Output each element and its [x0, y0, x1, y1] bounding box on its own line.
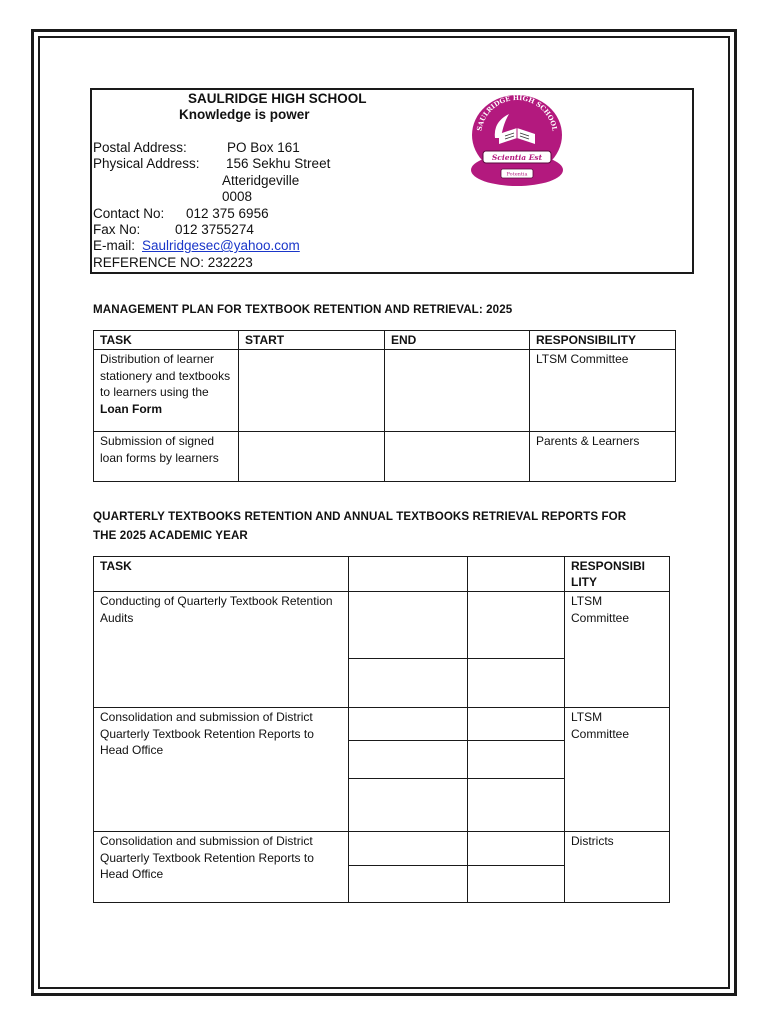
postal-label: Postal Address: [93, 140, 187, 155]
crest-arc-text: SAULRIDGE HIGH SCHOOL [475, 93, 559, 132]
fax-value: 012 3755274 [175, 222, 254, 237]
reports-responsibility-cell: Districts [565, 832, 670, 903]
reports-header-task: TASK [94, 557, 349, 592]
reports-empty-cell [349, 832, 468, 866]
reports-empty-cell [349, 659, 468, 708]
physical-line1: 156 Sekhu Street [226, 156, 331, 171]
reports-empty-cell [349, 708, 468, 741]
reference-number: REFERENCE NO: 232223 [93, 255, 253, 270]
reports-heading-line2: THE 2025 ACADEMIC YEAR [93, 529, 248, 542]
plan-header-responsibility: RESPONSIBILITY [530, 331, 676, 350]
reports-table [93, 556, 670, 903]
reports-header-col2 [349, 557, 468, 592]
reports-empty-cell [468, 832, 565, 866]
plan-task-text: Distribution of learner stationery and textbooks to learners using the [100, 352, 231, 400]
reports-empty-cell [349, 741, 468, 779]
plan-start-cell [239, 432, 385, 482]
plan-responsibility-cell: LTSM Committee [530, 350, 676, 432]
plan-task-bold: Loan Form [100, 401, 162, 416]
table-row [94, 432, 676, 482]
email-label: E-mail: [93, 238, 136, 253]
plan-header-end: END [385, 331, 530, 350]
reports-empty-cell [468, 708, 565, 741]
reports-header-col3 [468, 557, 565, 592]
physical-line3: 0008 [222, 189, 253, 204]
reports-responsibility-cell: LTSM Committee [565, 592, 670, 708]
plan-end-cell [385, 350, 530, 432]
plan-table [93, 330, 676, 482]
plan-task-cell [94, 350, 239, 432]
reports-heading-line1: QUARTERLY TEXTBOOKS RETENTION AND ANNUAL TEXTBOOKS RETRIEVAL REPORTS FOR [93, 510, 627, 523]
physical-label: Physical Address: [93, 156, 200, 171]
reports-empty-cell [468, 592, 565, 659]
physical-line2: Atteridgeville [222, 173, 300, 188]
reports-task-cell: Consolidation and submission of District Quarterly Textbook Retention Reports to Head Office [94, 708, 349, 832]
table-row [94, 708, 670, 741]
reports-header-resp-line1: RESPONSIBI [571, 559, 646, 573]
contact-value: 012 375 6956 [186, 206, 269, 221]
plan-header-start: START [239, 331, 385, 350]
reports-empty-cell [349, 779, 468, 832]
table-row [94, 592, 670, 659]
reports-empty-cell [468, 659, 565, 708]
reports-header-row [94, 557, 670, 592]
school-crest-logo [465, 92, 569, 188]
postal-value: PO Box 161 [227, 140, 300, 155]
plan-task-cell: Submission of signed loan forms by learners [94, 432, 239, 482]
email-link[interactable]: Saulridgesec@yahoo.com [142, 238, 300, 253]
plan-header-task: TASK [94, 331, 239, 350]
fax-label: Fax No: [93, 222, 141, 237]
reports-empty-cell [468, 866, 565, 903]
crest-small-text: Potentia [506, 171, 528, 178]
plan-header-row [94, 331, 676, 350]
reports-empty-cell [349, 592, 468, 659]
reports-empty-cell [468, 779, 565, 832]
reports-task-cell: Consolidation and submission of District Quarterly Textbook Retention Reports to Head Office [94, 832, 349, 903]
reports-empty-cell [349, 866, 468, 903]
school-motto: Knowledge is power [179, 107, 310, 122]
table-row [94, 350, 676, 432]
contact-label: Contact No: [93, 206, 165, 221]
reports-responsibility-cell: LTSM Committee [565, 708, 670, 832]
reports-task-cell: Conducting of Quarterly Textbook Retention Audits [94, 592, 349, 708]
reports-empty-cell [468, 741, 565, 779]
reports-header-resp-line2: LITY [571, 575, 597, 589]
plan-responsibility-cell: Parents & Learners [530, 432, 676, 482]
school-name: SAULRIDGE HIGH SCHOOL [188, 91, 367, 106]
table-row [94, 832, 670, 866]
crest-banner-text: Scientia Est [491, 153, 543, 162]
reports-header-responsibility [565, 557, 670, 592]
plan-end-cell [385, 432, 530, 482]
plan-heading: MANAGEMENT PLAN FOR TEXTBOOK RETENTION AND RETRIEVAL: 2025 [93, 303, 513, 316]
plan-start-cell [239, 350, 385, 432]
